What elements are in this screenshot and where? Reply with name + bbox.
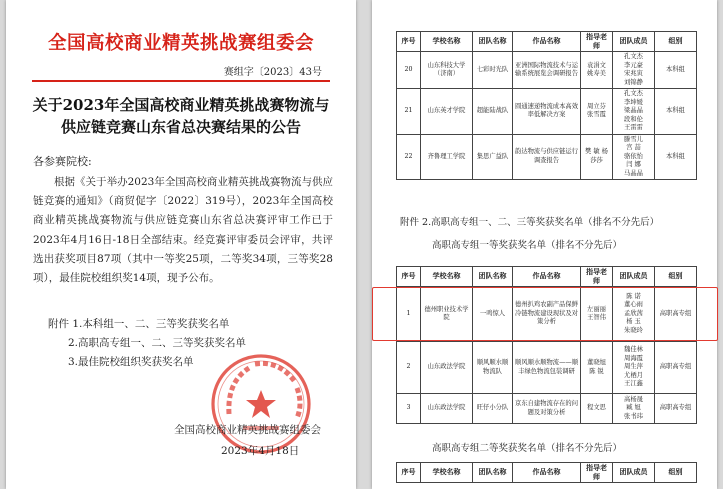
cell-school: 德州职业技术学院	[421, 287, 473, 342]
member-name: 魏佳林	[624, 346, 643, 354]
cell-work: 亚洲国际物流技术与运输系统展览会调研报告	[513, 52, 581, 89]
header-advisor: 指导老师	[581, 32, 613, 52]
member-name: 董心雨	[624, 301, 643, 309]
notice-body-text: 根据《关于举办2023年全国高校商业精英挑战赛物流与供应链竞赛的通知》（商贸促字〔2022〕319号），2023年全国高校商业精英挑战赛物流与供应链竞赛山东省总决赛评审工作已于2023年4月16日-18日全部结束。经竞赛评审委员会评审，共评选出获奖项目87项（其中一等奖25项，二等奖34项，三等奖28项），最佳院校组织奖14项，现予公布。	[33, 176, 333, 285]
attachment-item: 3.最佳院校组织奖获奖名单	[68, 356, 194, 368]
member-name: 张书玮	[624, 412, 643, 420]
cell-no: 2	[397, 342, 421, 394]
header-work: 作品名称	[513, 267, 581, 287]
notice-body	[33, 173, 333, 288]
cell-members	[613, 394, 655, 424]
cell-group: 本科组	[655, 52, 697, 89]
notice-page	[6, 0, 356, 489]
cell-group: 高职高专组	[655, 394, 697, 424]
member-name: 李坤媛	[624, 98, 643, 106]
cell-work: 德州扒鸡农副产品保鲜冷链物流建设现状及对策分析	[513, 287, 581, 342]
member-name: 段和伦	[624, 115, 643, 123]
cell-no: 22	[397, 134, 421, 180]
member-name: 马晶晶	[624, 169, 643, 177]
member-name: 刘锦静	[624, 78, 643, 86]
member-name: 滕雪儿	[624, 135, 643, 143]
header-work: 作品名称	[513, 463, 581, 483]
header-group: 组别	[655, 267, 697, 287]
cell-no: 20	[397, 52, 421, 89]
cell-members	[613, 89, 655, 135]
member-name: 王雷雷	[624, 124, 643, 131]
table-row	[397, 342, 697, 394]
member-name: 高杨晟	[624, 395, 643, 403]
cell-team: 集思广益队	[473, 134, 513, 180]
cell-team: 七彩时光队	[473, 52, 513, 89]
table-row	[397, 52, 697, 89]
cell-no: 1	[397, 287, 421, 342]
member-name: 周生萍	[624, 363, 643, 371]
header-members: 团队成员	[613, 463, 655, 483]
cell-group: 高职高专组	[655, 287, 697, 342]
cell-no: 21	[397, 89, 421, 135]
cell-work: 圆通速递物流成本高效率低解决方案	[513, 89, 581, 135]
cell-work: 京东自建物流存在的问题及对策分析	[513, 394, 581, 424]
red-divider	[32, 80, 330, 82]
cell-advisor: 樊 敏 杨莎莎	[581, 134, 613, 180]
signature-org: 全国高校商业精英挑战赛组委会	[174, 424, 321, 436]
table-header-row	[397, 463, 697, 483]
cell-school: 山东政法学院	[421, 394, 473, 424]
cell-group: 本科组	[655, 134, 697, 180]
attachment-item: 2.高职高专组一、二、三等奖获奖名单	[68, 337, 247, 349]
member-name: 王江鑫	[624, 380, 643, 388]
doc-number: 赛组字〔2023〕43号	[223, 67, 322, 78]
member-name: 孔文杰	[624, 53, 643, 60]
cell-work: 韵达物流与供应链运行调查报告	[513, 134, 581, 180]
member-name: 宫 喆	[626, 144, 641, 151]
cell-school: 山东英才学院	[421, 89, 473, 135]
table-header-row	[397, 32, 697, 52]
cell-advisor: 周立芬 张雪霞	[581, 89, 613, 135]
member-name: 尤栖月	[624, 371, 643, 379]
header-school: 学校名称	[421, 463, 473, 483]
second-prize-caption: 高职高专组二等奖获奖名单（排名不分先后）	[432, 443, 623, 454]
notice-title-line: 关于2023年全国高校商业精英挑战赛物流与	[32, 96, 330, 114]
table-header-row	[397, 267, 697, 287]
highlight-annotation-box	[372, 287, 718, 341]
member-name: 周海霞	[624, 354, 643, 362]
cell-school: 山东科技大学（济南）	[421, 52, 473, 89]
cell-school: 齐鲁理工学院	[421, 134, 473, 180]
table-row	[397, 89, 697, 135]
member-name: 宋兆寅	[624, 70, 643, 77]
member-name: 杨 玉	[626, 318, 641, 326]
cell-team: 旺仔小分队	[473, 394, 513, 424]
cell-work: 顺风顺水顺物流——顺丰绿色物流包装调研	[513, 342, 581, 394]
member-name: 梁晶晶	[624, 107, 643, 114]
cell-members	[613, 52, 655, 89]
header-advisor: 指导老师	[581, 463, 613, 483]
header-members: 团队成员	[613, 267, 655, 287]
header-school: 学校名称	[421, 32, 473, 52]
cell-team: 超能陆战队	[473, 89, 513, 135]
table-row	[397, 394, 697, 424]
header-group: 组别	[655, 32, 697, 52]
undergrad-award-table	[396, 31, 697, 180]
header-team: 团队名称	[473, 463, 513, 483]
org-header: 全国高校商业精英挑战赛组委会	[47, 33, 314, 54]
header-no: 序号	[397, 267, 421, 287]
member-name: 孟欣茜	[624, 309, 643, 317]
member-name: 李元豪	[624, 61, 643, 69]
header-no: 序号	[397, 463, 421, 483]
cell-advisor: 董晓旭 陈 锐	[581, 342, 613, 394]
header-advisor: 指导老师	[581, 267, 613, 287]
member-name: 骆依怡	[624, 152, 643, 160]
first-prize-caption: 高职高专组一等奖获奖名单（排名不分先后）	[432, 240, 623, 251]
header-no: 序号	[397, 32, 421, 52]
cell-group: 高职高专组	[655, 342, 697, 394]
header-team: 团队名称	[473, 267, 513, 287]
salutation: 各参赛院校:	[33, 155, 92, 168]
cell-members	[613, 134, 655, 180]
table-row	[397, 134, 697, 180]
member-name: 孔文杰	[624, 90, 643, 97]
member-name: 陈 诺	[626, 292, 641, 300]
cell-no: 3	[397, 394, 421, 424]
cell-school: 山东政法学院	[421, 342, 473, 394]
cell-advisor: 程文思	[581, 394, 613, 424]
cell-advisor: 袁涓文 姚寿美	[581, 52, 613, 89]
official-seal-stamp	[209, 352, 313, 456]
header-work: 作品名称	[513, 32, 581, 52]
cell-team: 顺风顺水顺物流队	[473, 342, 513, 394]
cell-members	[613, 342, 655, 394]
member-name: 臧 旭	[626, 404, 641, 412]
header-group: 组别	[655, 463, 697, 483]
notice-title	[16, 94, 346, 138]
cell-team: 一鸣惊人	[473, 287, 513, 342]
cell-advisor: 左丽丽 王智伟	[581, 287, 613, 342]
award-list-page	[372, 0, 717, 489]
header-team: 团队名称	[473, 32, 513, 52]
signature-date: 2023年4月18日	[221, 445, 300, 457]
header-members: 团队成员	[613, 32, 655, 52]
cell-group: 本科组	[655, 89, 697, 135]
second-prize-table	[396, 462, 697, 483]
header-school: 学校名称	[421, 267, 473, 287]
notice-title-line: 供应链竞赛山东省总决赛结果的公告	[60, 118, 301, 136]
member-name: 闫 娜	[626, 161, 641, 168]
attachment-caption: 附件 2.高职高专组一、二、三等奖获奖名单（排名不分先后）	[400, 217, 660, 228]
member-name: 朱晓玲	[624, 326, 643, 334]
attachment-item: 附件 1.本科组一、二、三等奖获奖名单	[48, 318, 230, 330]
